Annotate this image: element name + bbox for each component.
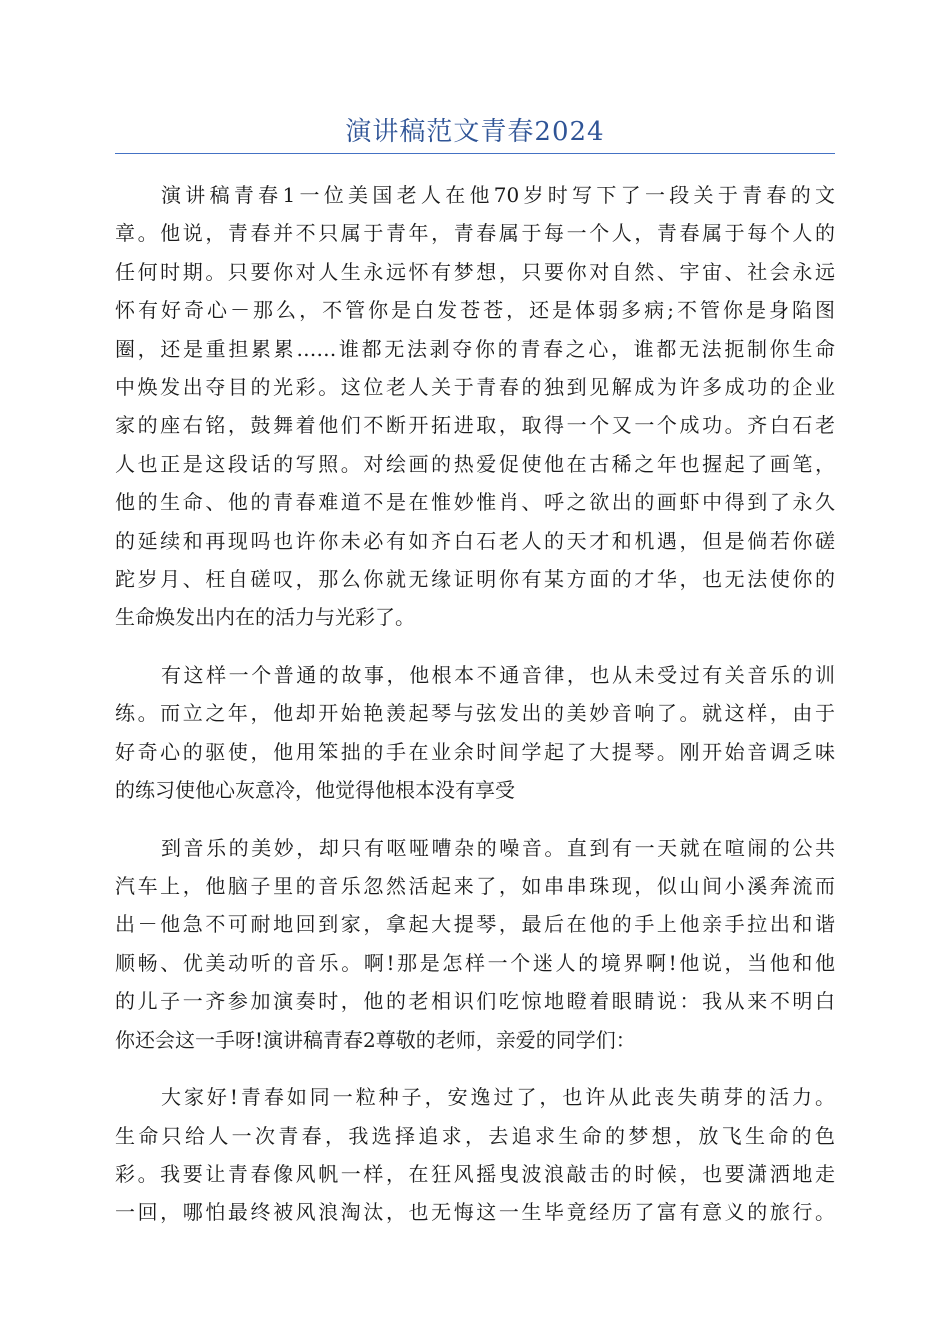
text-line: 的延续和再现吗也许你未必有如齐白石老人的天才和机遇，但是倘若你磋 (115, 528, 835, 553)
text-line: 汽车上，他脑子里的音乐忽然活起来了，如串串珠现，似山间小溪奔流而 (115, 874, 835, 899)
text-line: 圈，还是重担累累……谁都无法剥夺你的青春之心，谁都无法扼制你生命 (115, 336, 835, 361)
text-line: 好奇心的驱使，他用笨拙的手在业余时间学起了大提琴。刚开始音调乏味 (115, 739, 835, 764)
text-line: 彩。我要让青春像风帆一样，在狂风摇曳波浪敲击的时候，也要潇洒地走 (115, 1161, 835, 1186)
text-line: 跎岁月、枉自磋叹，那么你就无缘证明你有某方面的才华，也无法使你的 (115, 566, 835, 591)
text-line: 生命焕发出内在的活力与光彩了。 (115, 605, 415, 630)
paragraph-4 (115, 1078, 835, 1232)
text-line: 生命只给人一次青春，我选择追求，去追求生命的梦想，放飞生命的色 (115, 1123, 835, 1148)
text-line: 章。他说，青春并不只属于青年，青春属于每一个人，青春属于每个人的 (115, 221, 835, 246)
text-line: 练。而立之年，他却开始艳羡起琴与弦发出的美妙音响了。就这样，由于 (115, 701, 835, 726)
text-line: 大家好!青春如同一粒种子，安逸过了，也许从此丧失萌芽的活力。 (161, 1085, 835, 1110)
text-line: 顺畅、优美动听的音乐。啊!那是怎样一个迷人的境界啊!他说，当他和他 (115, 950, 835, 975)
text-line: 怀有好奇心－那么，不管你是白发苍苍，还是体弱多病;不管你是身陷图 (115, 298, 835, 323)
title-underline (115, 153, 835, 154)
text-line: 他的生命、他的青春难道不是在惟妙惟肖、呼之欲出的画虾中得到了永久 (115, 490, 835, 515)
text-line: 一回，哪怕最终被风浪淘汰，也无悔这一生毕竟经历了富有意义的旅行。 (115, 1200, 835, 1225)
document-title: 演讲稿范文青春2024 (345, 117, 605, 147)
paragraph-2 (115, 656, 835, 810)
text-line: 有这样一个普通的故事，他根本不通音律，也从未受过有关音乐的训 (161, 662, 835, 687)
text-line: 的儿子一齐参加演奏时，他的老相识们吃惊地瞪着眼睛说：我从来不明白 (115, 989, 835, 1014)
text-line: 任何时期。只要你对人生永远怀有梦想，只要你对自然、宇宙、社会永远 (115, 259, 835, 284)
text-line: 中焕发出夺目的光彩。这位老人关于青春的独到见解成为许多成功的企业 (115, 374, 835, 399)
text-line: 家的座右铭，鼓舞着他们不断开拓进取，取得一个又一个成功。齐白石老 (115, 413, 835, 438)
text-line: 的练习使他心灰意冷，他觉得他根本没有享受 (115, 778, 515, 803)
text-line: 人也正是这段话的写照。对绘画的热爱促使他在古稀之年也握起了画笔， (115, 451, 835, 476)
paragraph-1 (115, 176, 835, 637)
text-line: 你还会这一手呀!演讲稿青春2尊敬的老师，亲爱的同学们： (115, 1027, 636, 1052)
document-body (115, 176, 835, 1251)
text-line: 演讲稿青春1一位美国老人在他70岁时写下了一段关于青春的文 (161, 183, 835, 207)
text-line: 出－他急不可耐地回到家，拿起大提琴，最后在他的手上他亲手拉出和谐 (115, 912, 835, 937)
paragraph-3 (115, 829, 835, 1059)
text-line: 到音乐的美妙，却只有呕哑嘈杂的噪音。直到有一天就在喧闹的公共 (161, 835, 835, 860)
